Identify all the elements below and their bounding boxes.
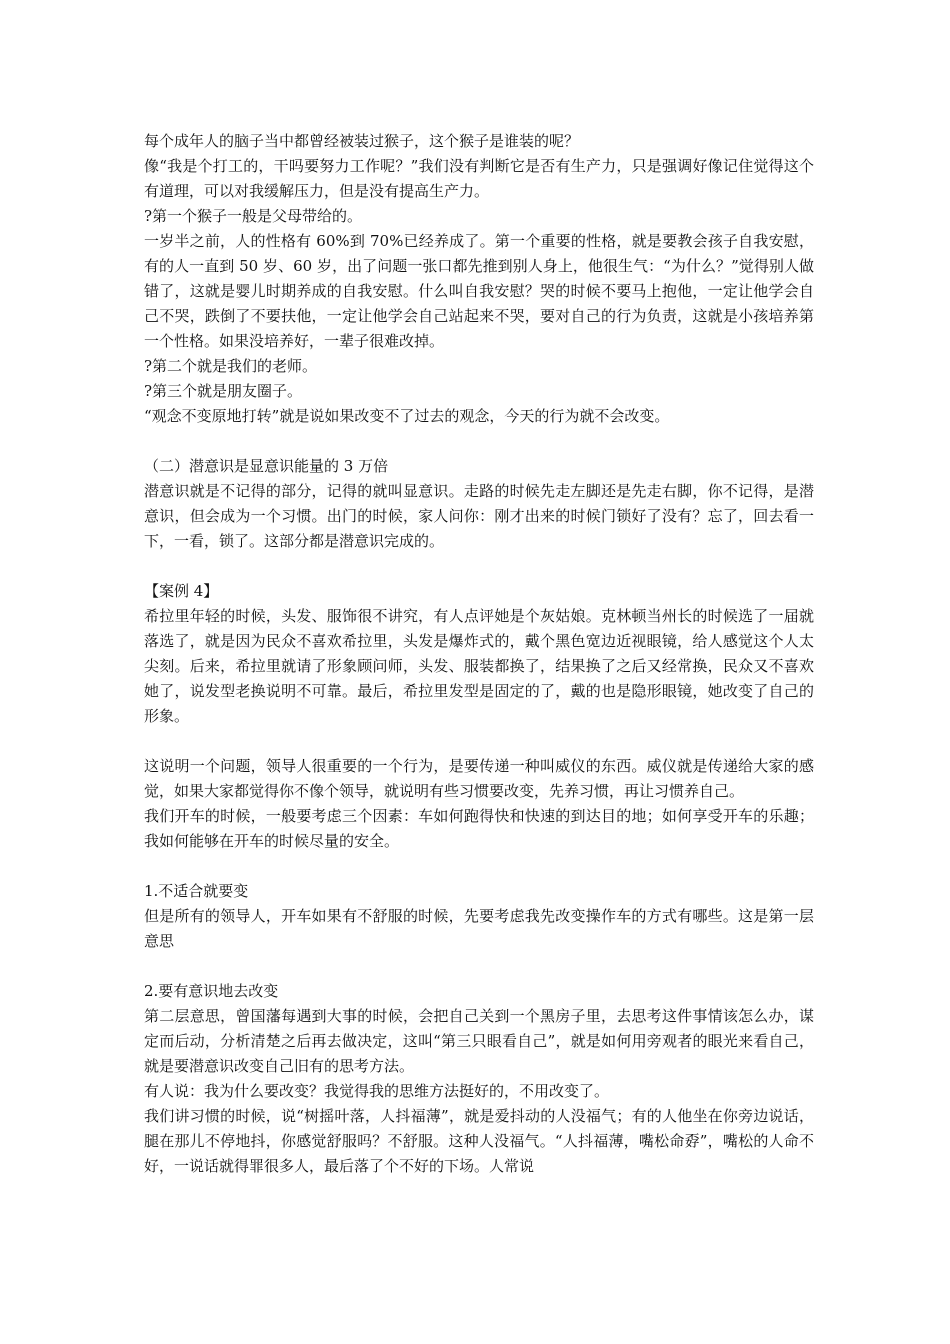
subheading-conscious-change: 2.要有意识地去改变 <box>144 982 279 1000</box>
blank-line <box>144 729 814 754</box>
blank-line <box>144 554 814 579</box>
case-heading: 【案例 4】 <box>144 582 219 600</box>
paragraph-second-monkey: ?第二个就是我们的老师。 <box>144 357 318 375</box>
paragraph-second-meaning: 第二层意思，曾国藩每遇到大事的时候，会把自己关到一个黑房子里，去思考这件事情该怎么办，谋定而后动，分析清楚之后再去做决定，这叫“第三只眼看自己”，就是如何用旁观者的眼光来看自己，就是要潜意识改变自己旧有的思考方法。 <box>144 1007 814 1075</box>
paragraph-concept-change: “观念不变原地打转”就是说如果改变不了过去的观念，今天的行为就不会改变。 <box>144 407 670 425</box>
blank-line <box>144 854 814 879</box>
paragraph-third-monkey: ?第三个就是朋友圈子。 <box>144 382 303 400</box>
paragraph-first-monkey: ?第一个猴子一般是父母带给的。 <box>144 207 363 225</box>
paragraph-leader-dignity: 这说明一个问题，领导人很重要的一个行为，是要传递一种叫威仪的东西。威仪就是传递给大家的感觉，如果大家都觉得你不像个领导，就说明有些习惯要改变，先养习惯，再让习惯养自己。 <box>144 757 814 800</box>
subheading-change-if-unfit: 1.不适合就要变 <box>144 882 249 900</box>
paragraph-driving-factors: 我们开车的时候，一般要考虑三个因素：车如何跑得快和快速的到达目的地；如何享受开车的乐趣；我如何能够在开车的时候尽量的安全。 <box>144 807 814 850</box>
paragraph-habit-shaking: 我们讲习惯的时候，说“树摇叶落，人抖福薄”，就是爱抖动的人没福气；有的人他坐在你旁边说话，腿在那儿不停地抖，你感觉舒服吗？不舒服。这种人没福气。“人抖福薄，嘴松命孬”，嘴松的人命不好，一说话就得罪很多人，最后落了个不好的下场。人常说 <box>144 1107 814 1175</box>
paragraph-hillary-case: 希拉里年轻的时候，头发、服饰很不讲究，有人点评她是个灰姑娘。克林顿当州长的时候选了一届就落选了，就是因为民众不喜欢希拉里，头发是爆炸式的，戴个黑色宽边近视眼镜，给人感觉这个人太尖刻。后来，希拉里就请了形象顾问师，头发、服装都换了，结果换了之后又经常换，民众又不喜欢她了，说发型老换说明不可靠。最后，希拉里发型是固定的了，戴的也是隐形眼镜，她改变了自己的形象。 <box>144 607 814 725</box>
paragraph-subconscious: 潜意识就是不记得的部分，记得的就叫显意识。走路的时候先走左脚还是先走右脚，你不记得，是潜意识，但会成为一个习惯。出门的时候，家人问你：刚才出来的时候门锁好了没有？忘了，回去看一下，一看，锁了。这部分都是潜意识完成的。 <box>144 482 814 550</box>
paragraph-first-meaning: 但是所有的领导人，开车如果有不舒服的时候，先要考虑我先改变操作车的方式有哪些。这是第一层意思 <box>144 907 814 950</box>
blank-line <box>144 954 814 979</box>
section-heading-subconscious: （二）潜意识是显意识能量的 3 万倍 <box>144 457 389 475</box>
paragraph-why-change: 有人说：我为什么要改变？我觉得我的思维方法挺好的，不用改变了。 <box>144 1082 610 1100</box>
paragraph-monkey-question: 每个成年人的脑子当中都曾经被装过猴子，这个猴子是谁装的呢？ <box>144 132 580 150</box>
blank-line <box>144 429 814 454</box>
document-page <box>144 129 814 1179</box>
paragraph-worker-example: 像“我是个打工的，干吗要努力工作呢？”我们没有判断它是否有生产力，只是强调好像记住觉得这个有道理，可以对我缓解压力，但是没有提高生产力。 <box>144 157 814 200</box>
paragraph-self-comfort: 一岁半之前，人的性格有 60%到 70%已经养成了。第一个重要的性格，就是要教会孩子自我安慰，有的人一直到 50 岁、60 岁，出了问题一张口都先推到别人身上，他很生气：“为什么？”觉得别人做错了，这就是婴儿时期养成的自我安慰。什么叫自我安慰？哭的时候不要马上抱他，一定让他学会自己不哭，跌倒了不要扶他，一定让他学会自己站起来不哭，要对自己的行为负责，这就是小孩培养第一个性格。如果没培养好，一辈子很难改掉。 <box>144 232 814 350</box>
